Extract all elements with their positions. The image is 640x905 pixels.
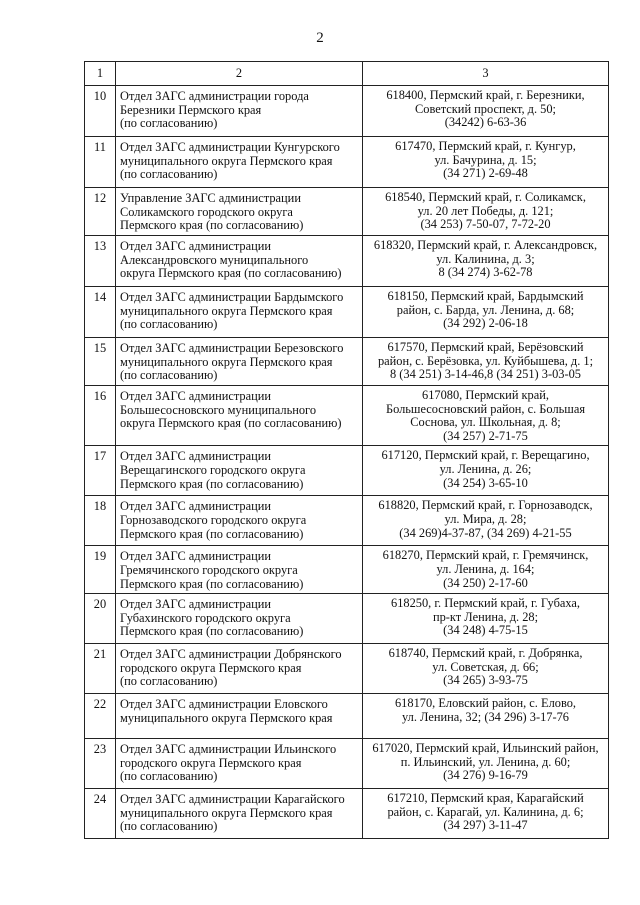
office-name-line: Отдел ЗАГС администрации Еловского [120, 697, 328, 712]
table-row [85, 694, 609, 739]
office-name-line: (по согласованию) [120, 116, 218, 131]
office-address-line: 617470, Пермский край, г. Кунгур, [395, 139, 576, 153]
row-number: 17 [85, 446, 116, 496]
row-number: 16 [85, 386, 116, 446]
office-address [363, 594, 609, 644]
office-address-line: район, с. Барда, ул. Ленина, д. 68; [396, 302, 575, 317]
table-row [85, 644, 609, 694]
office-name [116, 546, 363, 594]
office-name-line: Пермского края (по согласованию) [120, 526, 304, 541]
office-address-line: 618820, Пермский край, г. Горнозаводск, [378, 498, 593, 513]
header-row [85, 62, 609, 86]
office-address-line: 617020, Пермский край, Ильинский район, [372, 741, 599, 756]
office-name-line: муниципального округа Пермского края [120, 153, 333, 168]
table-row [85, 496, 609, 546]
office-address-line: район, с. Карагай, ул. Калинина, д. 6; [387, 804, 584, 819]
office-name-line: Гремячинского городского округа [120, 562, 298, 577]
row-number: 24 [85, 789, 116, 839]
office-address-line: ул. Ленина, 32; (34 296) 3-17-76 [401, 709, 570, 724]
office-name-line: Пермского края (по согласованию) [120, 624, 304, 639]
office-name [116, 789, 363, 839]
office-address [363, 739, 609, 789]
office-name [116, 694, 363, 739]
office-address-line: 618740, Пермский край, г. Добрянка, [388, 646, 583, 661]
office-address-line: 618250, г. Пермский край, г. Губаха, [391, 596, 580, 611]
office-name [116, 338, 363, 386]
office-name [116, 137, 363, 188]
office-name [116, 496, 363, 546]
office-name-line: Пермского края (по согласованию) [120, 218, 304, 233]
office-address-line: 617570, Пермский край, Берёзовский [387, 340, 584, 354]
office-address-line: (34 248) 4-75-15 [443, 623, 528, 638]
office-name-line: Горнозаводского городского округа [120, 512, 307, 527]
row-number: 18 [85, 496, 116, 546]
table-row [85, 594, 609, 644]
office-name-line: (по согласованию) [120, 167, 218, 182]
office-address-line: 8 (34 251) 3-14-46,8 (34 251) 3-03-05 [390, 367, 581, 382]
office-address [363, 236, 609, 287]
office-address-line: ул. Калинина, д. 3; [436, 251, 535, 266]
row-number: 19 [85, 546, 116, 594]
row-number: 23 [85, 739, 116, 789]
table-row [85, 446, 609, 496]
office-address-line: 618320, Пермский край, г. Александровск, [373, 238, 598, 252]
office-address-line: 617120, Пермский край, г. Верещагино, [381, 448, 590, 463]
office-name [116, 188, 363, 236]
office-address-line: 8 (34 274) 3-62-78 [438, 265, 533, 280]
office-address [363, 86, 609, 137]
office-name-line: муниципального округа Пермского края [120, 710, 333, 725]
office-address-line: 618400, Пермский край, г. Березники, [386, 88, 585, 102]
office-name-line: муниципального округа Пермского края [120, 354, 333, 369]
office-address [363, 694, 609, 739]
column-header-name: 2 [116, 62, 363, 86]
column-header-number: 1 [85, 62, 116, 86]
office-address-line: (34 265) 3-93-75 [443, 673, 528, 688]
office-name-line: (по согласованию) [120, 368, 218, 383]
office-name-line: Отдел ЗАГС администрации Добрянского [120, 647, 342, 662]
row-number: 20 [85, 594, 116, 644]
office-name [116, 386, 363, 446]
office-name [116, 86, 363, 137]
office-name-line: Губахинского городского округа [120, 610, 291, 625]
row-number: 22 [85, 694, 116, 739]
office-name-line: (по согласованию) [120, 317, 218, 332]
office-name [116, 644, 363, 694]
office-name-line: Верещагинского городского округа [120, 462, 306, 477]
office-address-line: пр-кт Ленина, д. 28; [432, 609, 539, 624]
table-row [85, 236, 609, 287]
table-row [85, 86, 609, 137]
office-name [116, 594, 363, 644]
office-address [363, 188, 609, 236]
table-row [85, 287, 609, 338]
office-name-line: Соликамского городского округа [120, 204, 293, 219]
office-name-line: Пермского края (по согласованию) [120, 576, 304, 591]
office-address-line: ул. 20 лет Победы, д. 121; [417, 203, 554, 218]
row-number: 12 [85, 188, 116, 236]
office-name-line: Управление ЗАГС администрации [120, 191, 301, 205]
office-address [363, 446, 609, 496]
table-row [85, 789, 609, 839]
office-name-line: Отдел ЗАГС администрации Кунгурского [120, 140, 340, 154]
office-name-line: Отдел ЗАГС администрации [120, 549, 271, 564]
office-address-line: (34 276) 9-16-79 [443, 768, 528, 783]
office-address-line: Советский проспект, д. 50; [414, 101, 556, 116]
office-name-line: Отдел ЗАГС администрации Березовского [120, 341, 344, 355]
table-row [85, 386, 609, 446]
office-name [116, 287, 363, 338]
row-number: 10 [85, 86, 116, 137]
office-address [363, 287, 609, 338]
office-name-line: (по согласованию) [120, 819, 218, 834]
office-name [116, 446, 363, 496]
row-number: 11 [85, 137, 116, 188]
office-address-line: ул. Ленина, д. 164; [436, 561, 535, 576]
office-address-line: (34 269)4-37-87, (34 269) 4-21-55 [399, 525, 572, 540]
office-address-line: 618270, Пермский край, г. Гремячинск, [382, 548, 589, 563]
office-address [363, 338, 609, 386]
office-address-line: ул. Советская, д. 66; [432, 659, 539, 674]
row-number: 14 [85, 287, 116, 338]
office-address [363, 644, 609, 694]
office-name-line: Отдел ЗАГС администрации [120, 239, 271, 253]
office-name-line: Отдел ЗАГС администрации [120, 449, 271, 464]
office-address-line: Большесосновский район, с. Большая [385, 401, 586, 416]
office-address-line: п. Ильинский, ул. Ленина, д. 60; [400, 754, 571, 769]
office-address [363, 546, 609, 594]
office-address-line: (34 271) 2-69-48 [443, 166, 528, 181]
office-address-line: (34 292) 2-06-18 [443, 316, 528, 331]
office-name-line: муниципального округа Пермского края [120, 805, 333, 820]
office-name-line: Отдел ЗАГС администрации Бардымского [120, 290, 344, 304]
office-address-line: (34 254) 3-65-10 [443, 475, 528, 490]
office-address-line: (34 297) 3-11-47 [443, 818, 528, 833]
office-address-line: район, с. Берёзовка, ул. Куйбышева, д. 1; [377, 353, 594, 368]
office-name-line: Березники Пермского края [120, 102, 262, 117]
registry-table [84, 61, 609, 839]
column-header-address: 3 [363, 62, 609, 86]
table-row [85, 338, 609, 386]
office-name-line: (по согласованию) [120, 674, 218, 689]
office-address-line: 618540, Пермский край, г. Соликамск, [385, 190, 586, 204]
row-number: 21 [85, 644, 116, 694]
table-row [85, 137, 609, 188]
office-address-line: (34 253) 7-50-07, 7-72-20 [420, 217, 551, 232]
office-address-line: Соснова, ул. Школьная, д. 8; [410, 415, 561, 430]
office-address-line: 617210, Пермский края, Карагайский [387, 791, 584, 806]
office-name-line: Отдел ЗАГС администрации города [120, 89, 309, 103]
row-number: 13 [85, 236, 116, 287]
office-name-line: Отдел ЗАГС администрации [120, 389, 271, 403]
office-name-line: округа Пермского края (по согласованию) [120, 416, 342, 431]
office-address [363, 789, 609, 839]
table-row [85, 188, 609, 236]
table-row [85, 546, 609, 594]
office-address [363, 386, 609, 446]
office-name-line: Александровского муниципального [120, 252, 309, 267]
row-number: 15 [85, 338, 116, 386]
office-name [116, 236, 363, 287]
office-name-line: Отдел ЗАГС администрации [120, 499, 271, 514]
office-name-line: округа Пермского края (по согласованию) [120, 266, 342, 281]
office-name [116, 739, 363, 789]
office-address-line: ул. Мира, д. 28; [444, 511, 527, 526]
office-address [363, 496, 609, 546]
office-address-line: (34 257) 2-71-75 [443, 428, 528, 443]
office-address-line: 618150, Пермский край, Бардымский [387, 289, 584, 303]
office-name-line: муниципального округа Пермского края [120, 303, 333, 318]
office-name-line: городского округа Пермского края [120, 660, 302, 675]
office-address-line: (34 250) 2-17-60 [443, 575, 528, 590]
office-name-line: (по согласованию) [120, 769, 218, 784]
office-name-line: Отдел ЗАГС администрации Ильинского [120, 742, 337, 757]
office-address [363, 137, 609, 188]
office-name-line: Большесосновского муниципального [120, 402, 317, 417]
office-name-line: Отдел ЗАГС администрации [120, 597, 271, 612]
office-name-line: городского округа Пермского края [120, 755, 302, 770]
page-number: 2 [316, 30, 324, 46]
office-address-line: ул. Ленина, д. 26; [439, 461, 532, 476]
office-address-line: 618170, Еловский район, с. Елово, [394, 696, 577, 711]
office-name-line: Пермского края (по согласованию) [120, 476, 304, 491]
office-address-line: ул. Бачурина, д. 15; [434, 152, 537, 167]
office-name-line: Отдел ЗАГС администрации Карагайского [120, 792, 345, 807]
office-address-line: (34242) 6-63-36 [444, 115, 527, 130]
office-address-line: 617080, Пермский край, [422, 388, 549, 402]
table-row [85, 739, 609, 789]
